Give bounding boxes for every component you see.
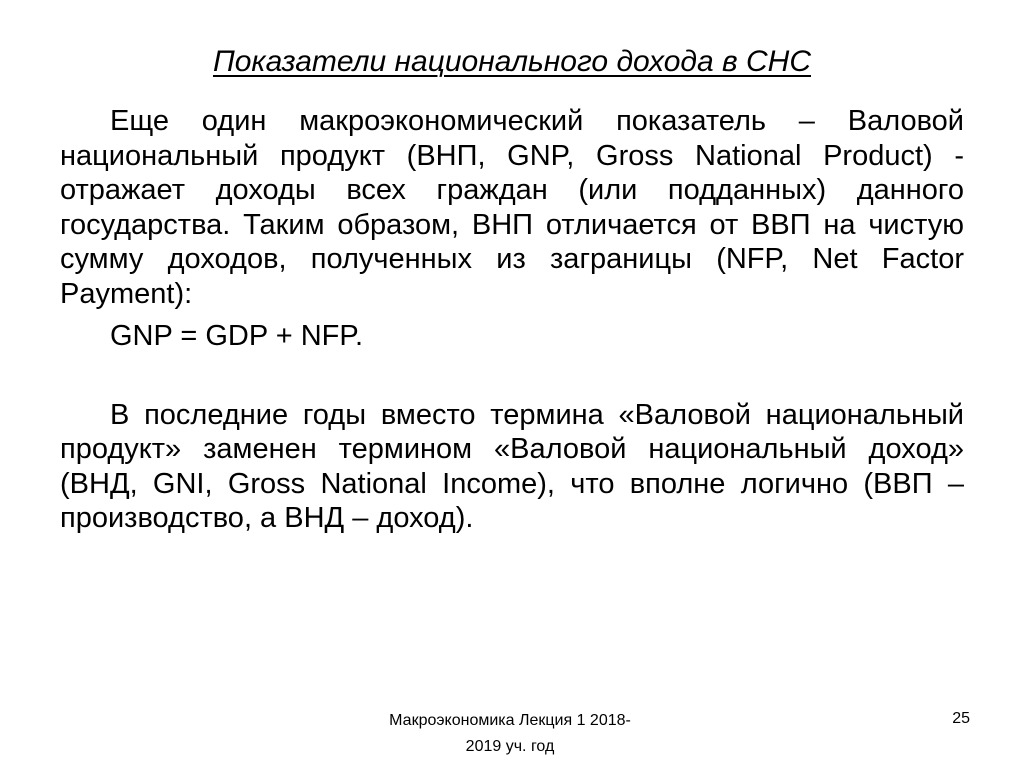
formula-gnp: GNP = GDP + NFP. [110, 320, 364, 352]
paragraph-gni-term: В последние годы вместо термина «Валовой национальный продукт» заменен термином «Валовой национальный доход» (ВНД, GNI, Gross National Income), что вполне логично (ВВП – производство, а ВНД – доход). [60, 398, 964, 534]
slide-body [60, 104, 964, 536]
page-number: 25 [952, 710, 970, 727]
slide-title: Показатели национального дохода в СНС [212, 45, 811, 78]
paragraph-gnp-definition: Еще один макроэкономический показатель – Валовой национальный продукт (ВНП, GNP, Gross National Product) - отражает доходы всех граждан (или подданных) данного государства. Таким образом, ВНП отличается от ВВП на чистую сумму доходов, полученных из заграницы (NFP, Net Factor Payment): [60, 105, 964, 310]
footer-line-1: Макроэкономика Лекция 1 2018- [389, 712, 631, 729]
footer-line-2: 2019 уч. год [465, 738, 555, 755]
footer-course-info [350, 708, 670, 760]
